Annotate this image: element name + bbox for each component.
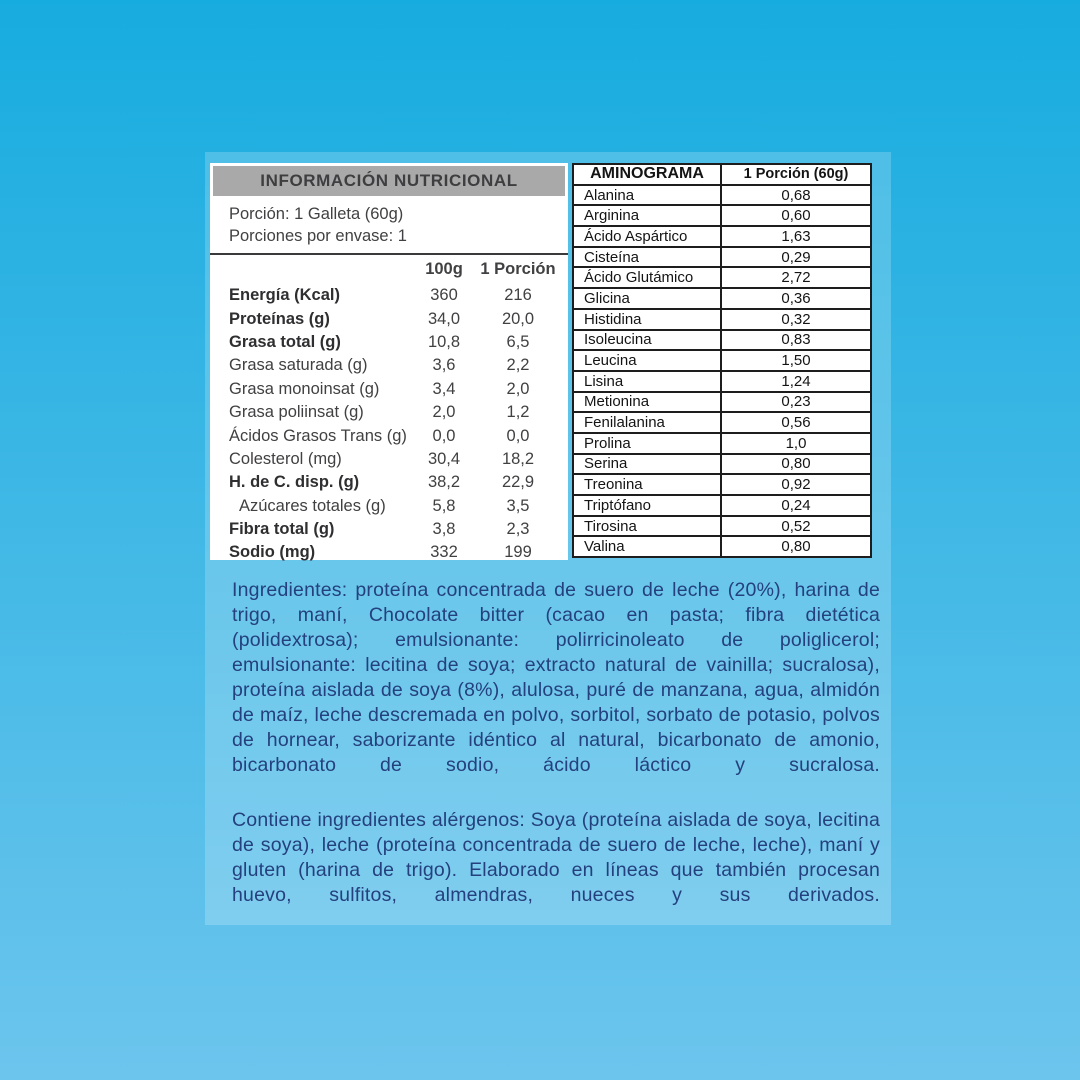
amino-acid-value: 0,68 [781,186,811,204]
aminogram-title: AMINOGRAMA [574,165,722,184]
value-per-serving: 2,3 [506,520,530,539]
value-per-100g: 10,8 [427,332,461,351]
nutrition-column-headers [210,257,568,282]
amino-acid-value: 1,63 [781,227,811,245]
aminogram-row [574,496,870,517]
amino-acid-name: Tirosina [574,517,722,536]
nutrition-facts-table [210,163,568,560]
value-per-serving: 22,9 [501,473,535,492]
amino-acid-name: Isoleucina [574,331,722,350]
amino-acid-name: Histidina [574,310,722,329]
nutrient-row [210,354,568,377]
amino-acid-name: Glicina [574,289,722,308]
value-per-serving: 1,2 [506,403,530,422]
amino-acid-value: 0,24 [781,496,811,514]
nutrient-label: Grasa monoinsat (g) [229,379,380,398]
serving-info [210,196,568,253]
amino-acid-name: Metionina [574,393,722,412]
value-per-100g: 38,2 [427,473,461,492]
value-per-serving: 3,5 [506,496,530,515]
nutrient-row [210,495,568,518]
amino-acid-value: 0,32 [781,310,811,328]
nutrient-label: Grasa saturada (g) [229,356,368,375]
nutrient-row [210,378,568,401]
nutrient-row [210,401,568,424]
aminogram-row [574,434,870,455]
servings-per-container: Porciones por envase: 1 [229,226,407,245]
value-per-100g: 0,0 [432,426,456,445]
aminogram-row [574,227,870,248]
amino-acid-value: 1,0 [785,434,807,452]
amino-acid-value: 0,23 [781,393,811,411]
aminogram-row [574,475,870,496]
value-per-100g: 2,0 [432,403,456,422]
value-per-serving: 2,0 [506,379,530,398]
amino-acid-name: Leucina [574,351,722,370]
aminogram-row [574,268,870,289]
column-header-100g: 100g [425,260,463,278]
aminogram-row [574,331,870,352]
amino-acid-value: 1,24 [781,372,811,390]
aminogram-row [574,351,870,372]
nutrient-row [210,518,568,541]
nutrient-row [210,448,568,471]
nutrition-table-title: INFORMACIÓN NUTRICIONAL [260,171,518,190]
value-per-100g: 3,6 [432,356,456,375]
aminogram-header-row [574,165,870,186]
amino-acid-value: 0,60 [781,207,811,225]
amino-acid-value: 2,72 [781,269,811,287]
value-per-100g: 30,4 [427,449,461,468]
amino-acid-name: Ácido Aspártico [574,227,722,246]
amino-acid-value: 0,80 [781,455,811,473]
aminogram-row [574,393,870,414]
aminogram-row [574,537,870,556]
aminogram-row [574,310,870,331]
aminogram-row [574,413,870,434]
amino-acid-name: Valina [574,537,722,556]
amino-acid-value: 0,92 [781,476,811,494]
value-per-100g: 3,4 [432,379,456,398]
aminogram-row [574,372,870,393]
value-per-serving: 2,2 [506,356,530,375]
ingredients-paragraph: Ingredientes: proteína concentrada de suero de leche (20%), harina de trigo, maní, Chocolate bitter (cacao en pasta; fibra dietética (polidextrosa); emulsionante: polirricinoleato de poliglicerol; emulsionante: lecitina de soya; extracto natural de vainilla; sucralosa), proteína aislada de soya (8%), alulosa, puré de manzana, agua, almidón de maíz, leche descremada en polvo, sorbitol, sorbato de potasio, polvos de hornear, saborizante idéntico al natural, bicarbonato de amonio, bicarbonato de sodio, ácido láctico y sucralosa. [232,579,880,776]
amino-acid-name: Prolina [574,434,722,453]
value-per-serving: 199 [504,543,532,562]
value-per-serving: 18,2 [501,449,535,468]
aminogram-column-header: 1 Porción (60g) [743,166,849,183]
aminogram-row [574,289,870,310]
value-per-serving: 6,5 [506,332,530,351]
value-per-serving: 216 [504,286,532,305]
aminogram-table [572,163,872,558]
nutrient-row [210,331,568,354]
amino-acid-name: Lisina [574,372,722,391]
nutrient-row [210,541,568,564]
nutrient-label: Proteínas (g) [229,309,330,328]
amino-acid-name: Fenilalanina [574,413,722,432]
amino-acid-value: 1,50 [781,352,811,370]
aminogram-row [574,455,870,476]
nutrient-label: Sodio (mg) [229,543,316,562]
nutrient-row [210,471,568,494]
amino-acid-name: Arginina [574,206,722,225]
value-per-serving: 20,0 [501,309,535,328]
nutrient-label: Grasa poliinsat (g) [229,403,364,422]
table-divider [210,253,568,255]
value-per-100g: 3,8 [432,520,456,539]
value-per-serving: 0,0 [506,426,530,445]
amino-acid-value: 0,83 [781,331,811,349]
nutrition-rows [210,284,568,565]
nutrient-row [210,284,568,307]
nutrient-label: H. de C. disp. (g) [229,473,360,492]
amino-acid-name: Serina [574,455,722,474]
aminogram-row [574,248,870,269]
value-per-100g: 332 [430,543,458,562]
column-header-serving: 1 Porción [480,260,556,278]
amino-acid-name: Alanina [574,186,722,205]
label-text-block [232,578,880,908]
nutrient-row [210,307,568,330]
amino-acid-value: 0,56 [781,414,811,432]
nutrient-label: Fibra total (g) [229,520,335,539]
amino-acid-name: Treonina [574,475,722,494]
amino-acid-name: Cisteína [574,248,722,267]
amino-acid-name: Triptófano [574,496,722,515]
amino-acid-value: 0,36 [781,289,811,307]
serving-size: Porción: 1 Galleta (60g) [229,205,404,223]
allergens-paragraph: Contiene ingredientes alérgenos: Soya (proteína aislada de soya, lecitina de soya), leche (proteína concentrada de suero de leche, leche), maní y gluten (harina de trigo). Elaborado en líneas que también procesan huevo, sulfitos, almendras, nueces y sus derivados. [232,809,880,906]
nutrient-label: Azúcares totales (g) [239,496,386,515]
amino-acid-value: 0,29 [781,248,811,266]
nutrient-label: Energía (Kcal) [229,286,340,305]
aminogram-row [574,186,870,207]
aminogram-row [574,517,870,538]
amino-acid-value: 0,80 [781,538,811,556]
value-per-100g: 360 [430,286,458,305]
nutrient-row [210,424,568,447]
nutrient-label: Ácidos Grasos Trans (g) [229,426,407,445]
nutrient-label: Grasa total (g) [229,332,341,351]
value-per-100g: 34,0 [427,309,461,328]
value-per-100g: 5,8 [432,496,456,515]
amino-acid-name: Ácido Glutámico [574,268,722,287]
amino-acid-value: 0,52 [781,517,811,535]
nutrient-label: Colesterol (mg) [229,449,342,468]
aminogram-row [574,206,870,227]
nutrition-table-header-bar [213,166,565,196]
